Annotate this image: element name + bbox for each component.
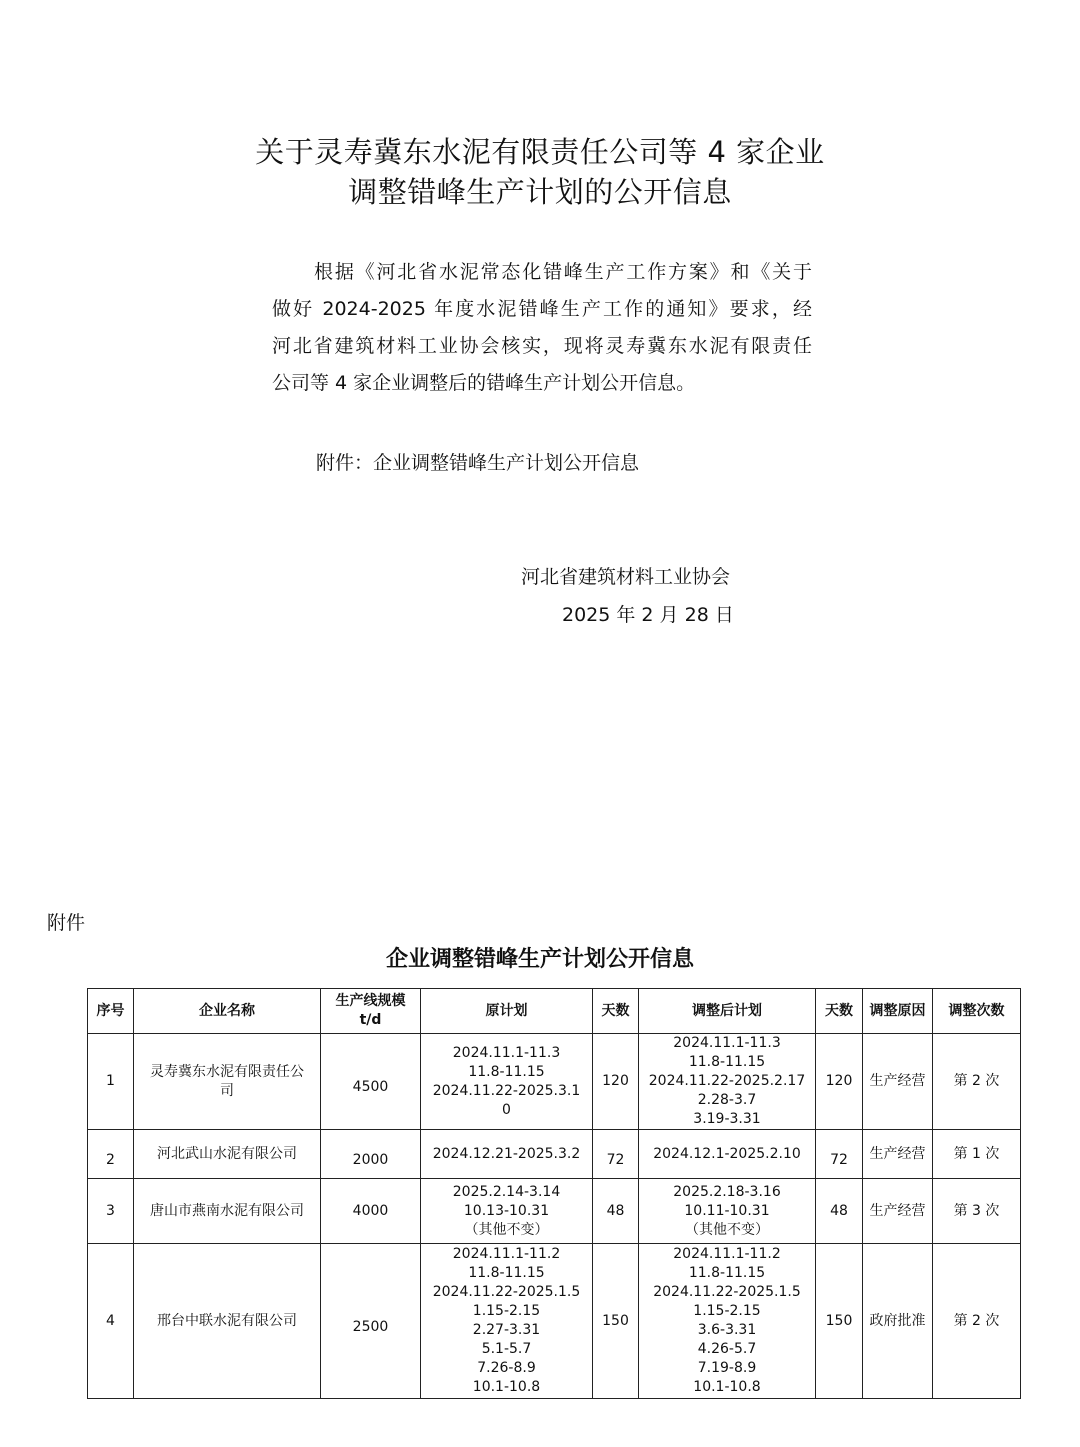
cell-times: 第 3 次 (933, 1179, 1021, 1244)
days-value: 72 (830, 1151, 848, 1168)
cell-original-plan (421, 1034, 593, 1130)
cell-times: 第 2 次 (933, 1244, 1021, 1399)
header-original-days: 天数 (593, 989, 639, 1034)
plan-line: 11.8-11.15 (688, 1265, 766, 1281)
plan-line: 2024.11.1-11.3 (452, 1044, 561, 1061)
cell-original-days: 150 (593, 1244, 639, 1399)
company-line: 司 (220, 1082, 234, 1099)
signature-date: 2025 年 2 月 28 日 (562, 604, 734, 626)
plan-line: 2025.2.18-3.16 (673, 1183, 781, 1200)
plan-line: 0 (502, 1101, 511, 1118)
company-line: 灵寿冀东水泥有限责任公 (150, 1063, 304, 1080)
plan-line: 2024.11.22-2025.1.5 (653, 1284, 801, 1300)
no-value: 2 (106, 1151, 115, 1168)
plan-line: （其他不变） (464, 1221, 549, 1238)
cell-adjusted-days (816, 1130, 863, 1179)
cell-scale: 4000 (321, 1179, 421, 1244)
cell-no (88, 1130, 134, 1179)
annex-label: 附件 (47, 912, 86, 934)
plan-line: 1.15-2.15 (693, 1303, 761, 1319)
header-no: 序号 (88, 989, 134, 1034)
scale-value: 2500 (352, 1318, 389, 1335)
plan-line: 2024.11.1-11.2 (452, 1246, 561, 1262)
plan-line: 3.19-3.31 (693, 1111, 761, 1127)
plan-line: 3.6-3.31 (697, 1322, 757, 1338)
cell-no: 1 (88, 1034, 134, 1130)
plan-line: 2.28-3.7 (697, 1092, 757, 1108)
cell-no: 4 (88, 1244, 134, 1399)
cell-reason: 生产经营 (863, 1130, 933, 1179)
cell-reason: 政府批准 (863, 1244, 933, 1399)
cell-original-days: 48 (593, 1179, 639, 1244)
annex-title: 企业调整错峰生产计划公开信息 (385, 947, 694, 972)
cell-reason: 生产经营 (863, 1179, 933, 1244)
plan-line: 2024.11.22-2025.2.17 (648, 1073, 806, 1089)
scale-value: 4500 (352, 1079, 389, 1095)
document-title (0, 132, 1080, 212)
paragraph-line: 做好 2024-2025 年度水泥错峰生产工作的通知》要求，经 (272, 298, 812, 320)
cell-adjusted-days: 120 (816, 1034, 863, 1130)
body-paragraph (272, 254, 812, 402)
cell-reason: 生产经营 (863, 1034, 933, 1130)
cell-no: 3 (88, 1179, 134, 1244)
header-original-plan: 原计划 (421, 989, 593, 1034)
header-scale-line: 生产线规模 (335, 993, 406, 1009)
cell-original-plan: 2024.12.21-2025.3.2 (421, 1130, 593, 1179)
plan-line: （其他不变） (685, 1221, 769, 1238)
plan-line: 11.8-11.15 (468, 1063, 545, 1080)
plan-line: 7.19-8.9 (697, 1360, 757, 1376)
plan-line: 2024.11.1-11.3 (673, 1035, 781, 1051)
cell-scale (321, 1130, 421, 1179)
days-value: 72 (606, 1151, 625, 1168)
cell-adjusted-plan (639, 1179, 816, 1244)
cell-times: 第 2 次 (933, 1034, 1021, 1130)
plan-table (87, 988, 1021, 1399)
table-header-row (88, 989, 1021, 1034)
plan-line: 1.15-2.15 (472, 1303, 541, 1319)
plan-line: 2.27-3.31 (472, 1322, 541, 1338)
cell-adjusted-plan (639, 1034, 816, 1130)
cell-adjusted-plan (639, 1244, 816, 1399)
plan-line: 10.11-10.31 (684, 1202, 770, 1219)
table-row (88, 1130, 1021, 1179)
cell-adjusted-days: 150 (816, 1244, 863, 1399)
paragraph-line: 根据《河北省水泥常态化错峰生产工作方案》和《关于 (314, 261, 812, 283)
plan-line: 4.26-5.7 (697, 1341, 757, 1357)
table-row (88, 1244, 1021, 1399)
cell-original-days: 120 (593, 1034, 639, 1130)
header-adjusted-plan: 调整后计划 (639, 989, 816, 1034)
cell-times: 第 1 次 (933, 1130, 1021, 1179)
cell-original-plan (421, 1179, 593, 1244)
header-scale (321, 989, 421, 1034)
cell-company: 河北武山水泥有限公司 (134, 1130, 321, 1179)
header-reason: 调整原因 (863, 989, 933, 1034)
plan-line: 2024.11.22-2025.1.5 (432, 1284, 581, 1300)
cell-adjusted-days: 48 (816, 1179, 863, 1244)
plan-line: 2024.11.22-2025.3.1 (432, 1082, 581, 1099)
attachment-reference: 附件：企业调整错峰生产计划公开信息 (316, 452, 640, 474)
plan-line: 7.26-8.9 (477, 1360, 536, 1376)
header-adjusted-days: 天数 (816, 989, 863, 1034)
signature-organization: 河北省建筑材料工业协会 (521, 566, 731, 588)
plan-line: 5.1-5.7 (481, 1341, 532, 1357)
cell-adjusted-plan: 2024.12.1-2025.2.10 (639, 1130, 816, 1179)
cell-company: 唐山市燕南水泥有限公司 (134, 1179, 321, 1244)
plan-line: 10.1-10.8 (472, 1379, 541, 1395)
plan-line: 11.8-11.15 (688, 1054, 766, 1070)
cell-original-plan (421, 1244, 593, 1399)
plan-line: 10.13-10.31 (463, 1202, 550, 1219)
table-row (88, 1179, 1021, 1244)
scale-value: 2000 (352, 1151, 389, 1168)
header-company: 企业名称 (134, 989, 321, 1034)
title-line: 调整错峰生产计划的公开信息 (348, 175, 732, 209)
table-row (88, 1034, 1021, 1130)
title-line: 关于灵寿冀东水泥有限责任公司等 4 家企业 (255, 135, 825, 169)
paragraph-line: 河北省建筑材料工业协会核实，现将灵寿冀东水泥有限责任 (272, 335, 812, 357)
plan-line: 2024.11.1-11.2 (673, 1246, 781, 1262)
plan-line: 11.8-11.15 (468, 1265, 545, 1281)
paragraph-line: 公司等 4 家企业调整后的错峰生产计划公开信息。 (272, 372, 696, 394)
plan-line: 10.1-10.8 (693, 1379, 761, 1395)
cell-original-days (593, 1130, 639, 1179)
header-scale-line: t/d (359, 1012, 382, 1028)
cell-company: 邢台中联水泥有限公司 (134, 1244, 321, 1399)
header-times: 调整次数 (933, 989, 1021, 1034)
cell-company (134, 1034, 321, 1130)
cell-scale (321, 1244, 421, 1399)
cell-scale (321, 1034, 421, 1130)
plan-line: 2025.2.14-3.14 (452, 1183, 561, 1200)
